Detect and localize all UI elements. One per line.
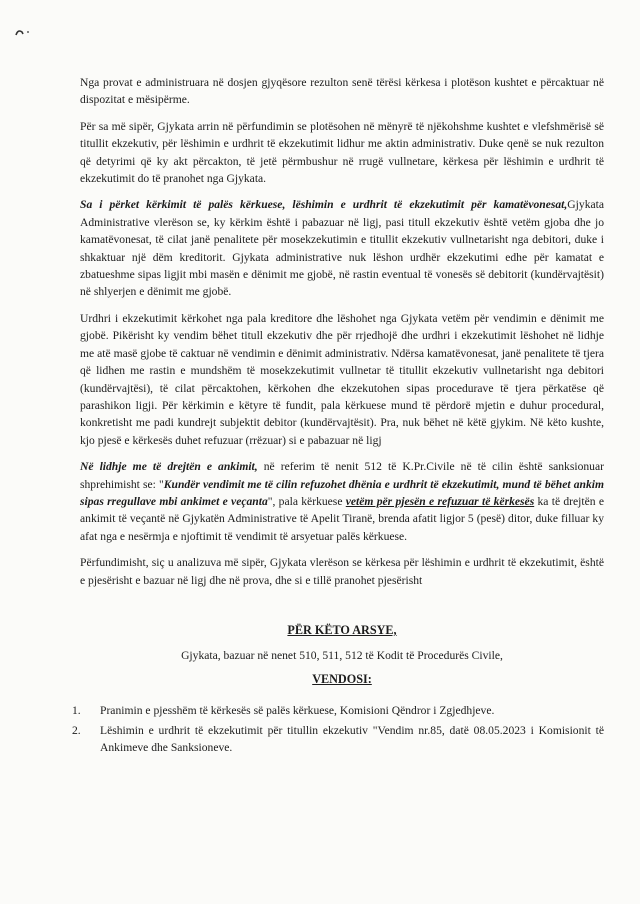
paragraph-execution-order: Urdhri i ekzekutimit kërkohet nga pala kreditore dhe lëshohet nga Gjykata vetëm për vendimin e dënimit me gjobë. Pikërisht ky vendim bëhet titull ekzekutiv dhe për rrjedhojë dhe urdhri i ekzekutimit lëshohet në lidhje me atë masë gjobe të caktuar në vendimin e dënimit administrativ. Ndërsa kamatëvonesat, janë penalitete të tjera që lidhen me rastin e mundshëm të mosekzekutimit vullnetar të titullit ekzekutiv vullnetarisht nga debitori (kundërvajtësi), të cilat përcaktohen, kërkohen dhe ekzekutohen sipas procedurave të tjera përkatëse që parashikon ligji. Për kërkimin e këtyre të fundit, pala kërkuese mund të përdorë mjetin e duhur procedural, konkretisht me padi kundrejt subjektit debitor (kundërvajtësit). Pra, nuk bëhet në këtë gjykim. Në këto kushte, kjo pjesë e kërkesës duhet refuzuar (rrëzuar) si e pabazuar në ligj <box>80 311 604 447</box>
decision-item <box>72 722 604 757</box>
decision-text: Pranimin e pjesshëm të kërkesës së palës kërkuese, Komisioni Qëndror i Zgjedhjeve. <box>100 704 495 718</box>
decision-list <box>72 702 604 756</box>
verdict-heading: VENDOSI: <box>312 671 372 686</box>
paragraph-interest-claim <box>80 196 604 300</box>
document-body <box>72 74 604 758</box>
interest-claim-text: Gjykata Administrative vlerëson se, ky kërkim është i pabazuar në ligj, pasi titull ekzekutiv është vetëm gjoba dhe jo kamatëvonesat, të cilat janë penalitete për mosekzekutimin e titullit ekzekutiv vullnetarisht nga debitori, duke i shkaktuar një dëm kreditorit. Gjykata administrative nuk lëshon urdhër ekzekutimi edhe për kamatat e zbatueshme sipas ligjit mbi masën e dënimit me gjobë, në rastin eventual të vonesës së debitorit (kundërvajtësit) në shlyerjen e dënimit me gjobë. <box>80 198 604 299</box>
appeal-partial-emphasis: vetëm për pjesën e refuzuar të kërkesës <box>345 494 535 508</box>
decision-number: 2. <box>72 723 81 737</box>
reasons-heading: PËR KËTO ARSYE, <box>287 622 397 637</box>
appeal-right-text-b: ", pala kërkuese <box>267 494 346 508</box>
appeal-law-quote: Kundër vendimit me të cilin refuzohet dhënia e urdhrit të ekzekutimit, mund të bëhet ankim sipas rregullave mbi ankimet e veçanta <box>80 477 604 508</box>
paragraph-final-assessment: Përfundimisht, siç u analizuva më sipër, Gjykata vlerëson se kërkesa për lëshimin e urdhrit të ekzekutimit, është e pjesërisht e bazuar në ligj dhe në prova, dhe si e tillë pranohet pjesërisht <box>80 556 604 587</box>
appeal-right-text-c: ka të drejtën e ankimit të veçantë në Gjykatën Administrative të Apelit Tiranë, brenda afatit ligjor 5 (pesë) ditor, duke filluar ky afat nga e nesërmja e njoftimit të vendimit të arsyetuar palës kërkuese. <box>80 494 604 543</box>
paragraph-appeal-right <box>80 458 604 545</box>
appeal-right-text-a: në referim të nenit 512 të K.Pr.Civile në të cilin është sanksionuar shprehimisht se: " <box>80 460 604 491</box>
decision-number: 1. <box>72 704 81 718</box>
interest-claim-lead: Sa i përket kërkimit të palës kërkuese, lëshimin e urdhrit të ekzekutimit për kamatëvonesat, <box>80 198 568 212</box>
scan-pen-mark <box>14 26 48 38</box>
appeal-right-lead: Në lidhje me të drejtën e ankimit, <box>80 460 258 474</box>
legal-basis-line: Gjykata, bazuar në nenet 510, 511, 512 të Kodit të Procedurës Civile, <box>181 649 503 663</box>
decision-item <box>72 702 604 719</box>
paragraph-evidence: Nga provat e administruara në dosjen gjyqësore rezulton senë tërësi kërkesa i plotëson kushtet e përcaktuar në dispozitat e mësipërme. <box>80 76 604 107</box>
decision-text: Lëshimin e urdhrit të ekzekutimit për titullin ekzekutiv "Vendim nr.85, datë 08.05.2023 i Komisionit të Ankimeve dhe Sanksioneve. <box>100 723 604 754</box>
paragraph-conclusion-conditions: Për sa më sipër, Gjykata arrin në përfundimin se plotësohen në mënyrë të njëkohshme kushtet e vlefshmërisë së titullit ekzekutiv, për lëshimin e urdhrit të ekzekutimit lidhur me aktin administrativ. Duke qenë se nuk rezulton që detyrimi që ky akt përcakton, të jetë përmbushur në rrugë vullnetare, kërkesa për lëshimin e urdhrit të ekzekutimit do të pranohet nga Gjykata. <box>80 119 604 186</box>
